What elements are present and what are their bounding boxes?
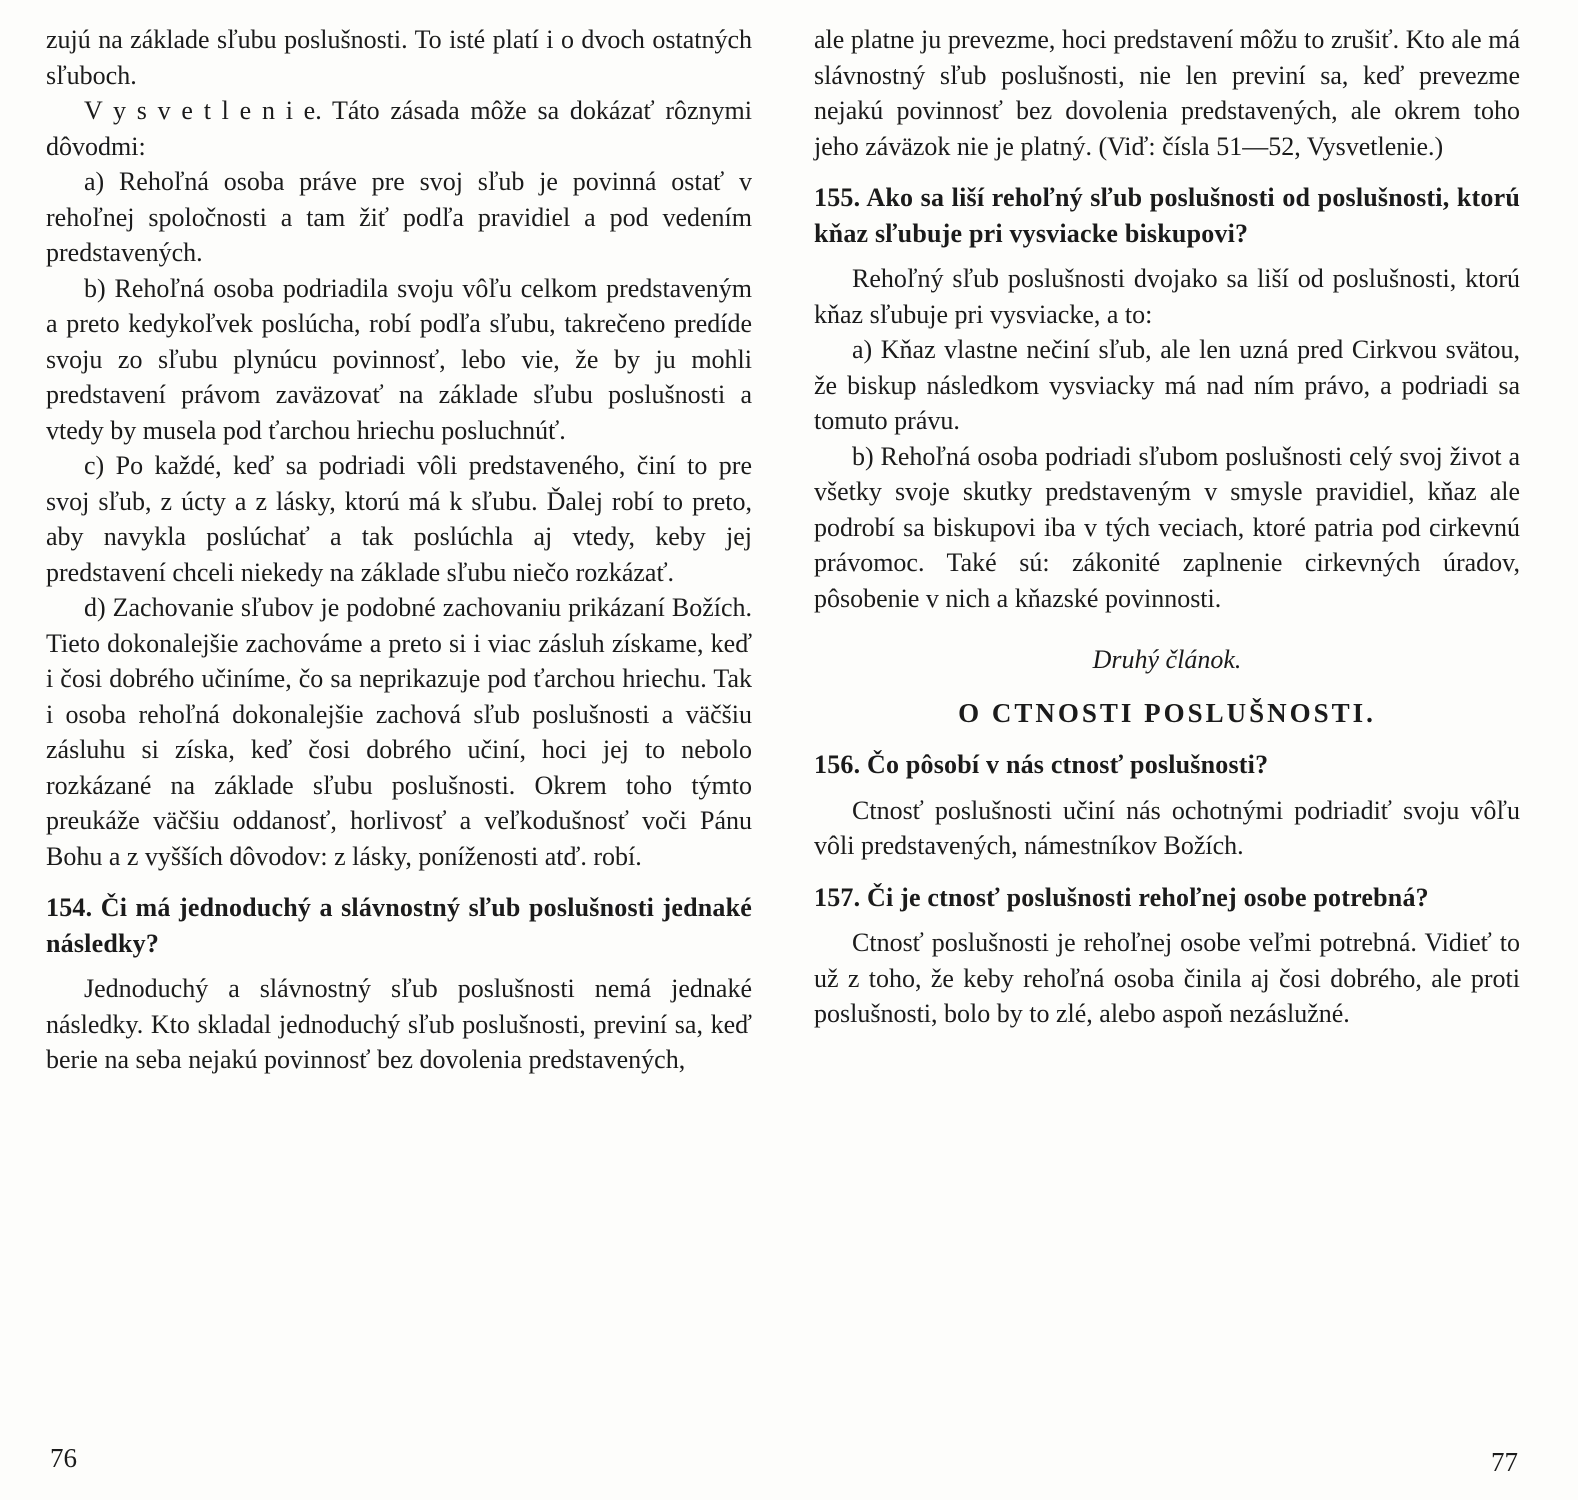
- paragraph-point-a: a) Kňaz vlastne nečiní sľub, ale len uzná pred Cirkvou svätou, že biskup následkom vysviacky má nad ním právo, a podriadi sa tomuto právu.: [814, 335, 1520, 435]
- paragraph-answer-155: Rehoľný sľub poslušnosti dvojako sa liší od poslušnosti, ktorú kňaz sľubuje pri vysviacke, a to:: [814, 264, 1520, 329]
- paragraph-continuation: ale platne ju prevezme, hoci predstavení môžu to zrušiť. Kto ale má slávnostný sľub poslušnosti, nie len previní sa, keď prevezme nejakú povinnosť bez dovolenia predstavených, ale okrem toho jeho záväzok nie je platný. (Viď: čísla 51—52, Vysvetlenie.): [814, 25, 1520, 161]
- question-heading-154: 154. Či má jednoduchý a slávnostný sľub poslušnosti jednaké následky?: [46, 893, 752, 958]
- paragraph-answer-156: Ctnosť poslušnosti učiní nás ochotnými podriadiť svoju vôľu vôli predstavených, námestníkov Božích.: [814, 795, 1520, 860]
- right-page-column: [814, 22, 1520, 1500]
- page-number-right: 77: [1491, 1447, 1518, 1477]
- page-number-left: 76: [50, 1443, 77, 1473]
- paragraph-point-d: d) Zachovanie sľubov je podobné zachovaniu prikázaní Božích. Tieto dokonalejšie zachováme a preto si i viac zásluh získame, keď i čosi dobrého učiníme, čo sa neprikazuje pod ťarchou hriechu. Tak i osoba rehoľná dokonalejšie zachová sľub poslušnosti a väčšiu zásluhu si získa, keď čosi dobrého učiní, hoci jej to nebolo rozkázané na základe sľubu poslušnosti. Okrem toho týmto preukáže väčšiu oddanosť, horlivosť a veľkodušnosť voči Pánu Bohu a z vyšších dôvodov: z lásky, poníženosti atď. robí.: [46, 593, 752, 871]
- left-page-column: [46, 22, 752, 1500]
- paragraph-point-c: c) Po každé, keď sa podriadi vôli predstaveného, činí to pre svoj sľub, z úcty a z lásky, ktorú má k sľubu. Ďalej robí to preto, aby navykla poslúchať a tak poslúchla aj vtedy, keby jej predstavení chceli niekedy na základe sľubu niečo rozkázať.: [46, 451, 752, 587]
- article-label: Druhý článok.: [1092, 645, 1242, 674]
- paragraph-answer-157: Ctnosť poslušnosti je rehoľnej osobe veľmi potrebná. Vidieť to už z toho, že keby rehoľná osoba činila aj čosi dobrého, ale proti poslušnosti, bolo by to zlé, alebo aspoň nezáslužné.: [814, 928, 1520, 1028]
- paragraph-point-a: a) Rehoľná osoba práve pre svoj sľub je povinná ostať v rehoľnej spoločnosti a tam žiť podľa pravidiel a pod vedením predstavených.: [46, 167, 752, 267]
- paragraph-explanation: V y s v e t l e n i e. Táto zásada môže sa dokázať rôznymi dôvodmi:: [46, 96, 752, 161]
- question-heading-155: 155. Ako sa liší rehoľný sľub poslušnosti od poslušnosti, ktorú kňaz sľubuje pri vysviacke biskupovi?: [814, 183, 1520, 248]
- question-heading-157: 157. Či je ctnosť poslušnosti rehoľnej osobe potrebná?: [814, 882, 1429, 912]
- paragraph-answer-154: Jednoduchý a slávnostný sľub poslušnosti nemá jednaké následky. Kto skladal jednoduchý sľub poslušnosti, previní sa, keď berie na seba nejakú povinnosť bez dovolenia predstavených,: [46, 974, 752, 1074]
- chapter-title: O CTNOSTI POSLUŠNOSTI.: [958, 697, 1376, 728]
- question-heading-156: 156. Čo pôsobí v nás ctnosť poslušnosti?: [814, 750, 1269, 779]
- paragraph-point-b: b) Rehoľná osoba podriadi sľubom poslušnosti celý svoj život a všetky svoje skutky predstaveným v smysle pravidiel, kňaz ale podrobí sa biskupovi iba v tých veciach, ktoré patria pod cirkevnú právomoc. Také sú: zákonité zaplnenie cirkevných úradov, pôsobenie v nich a kňazské povinnosti.: [814, 441, 1520, 613]
- paragraph-point-b: b) Rehoľná osoba podriadila svoju vôľu celkom predstaveným a preto kedykoľvek poslúcha, robí podľa sľubu, takrečeno predíde svoju zo sľubu plynúcu povinnosť, lebo vie, že by ju mohli predstavení právom zaväzovať na základe sľubu poslušnosti a vtedy by musela pod ťarchou hriechu posluchnúť.: [46, 273, 752, 445]
- paragraph-continuation: zujú na základe sľubu poslušnosti. To isté platí i o dvoch ostatných sľuboch.: [46, 25, 752, 90]
